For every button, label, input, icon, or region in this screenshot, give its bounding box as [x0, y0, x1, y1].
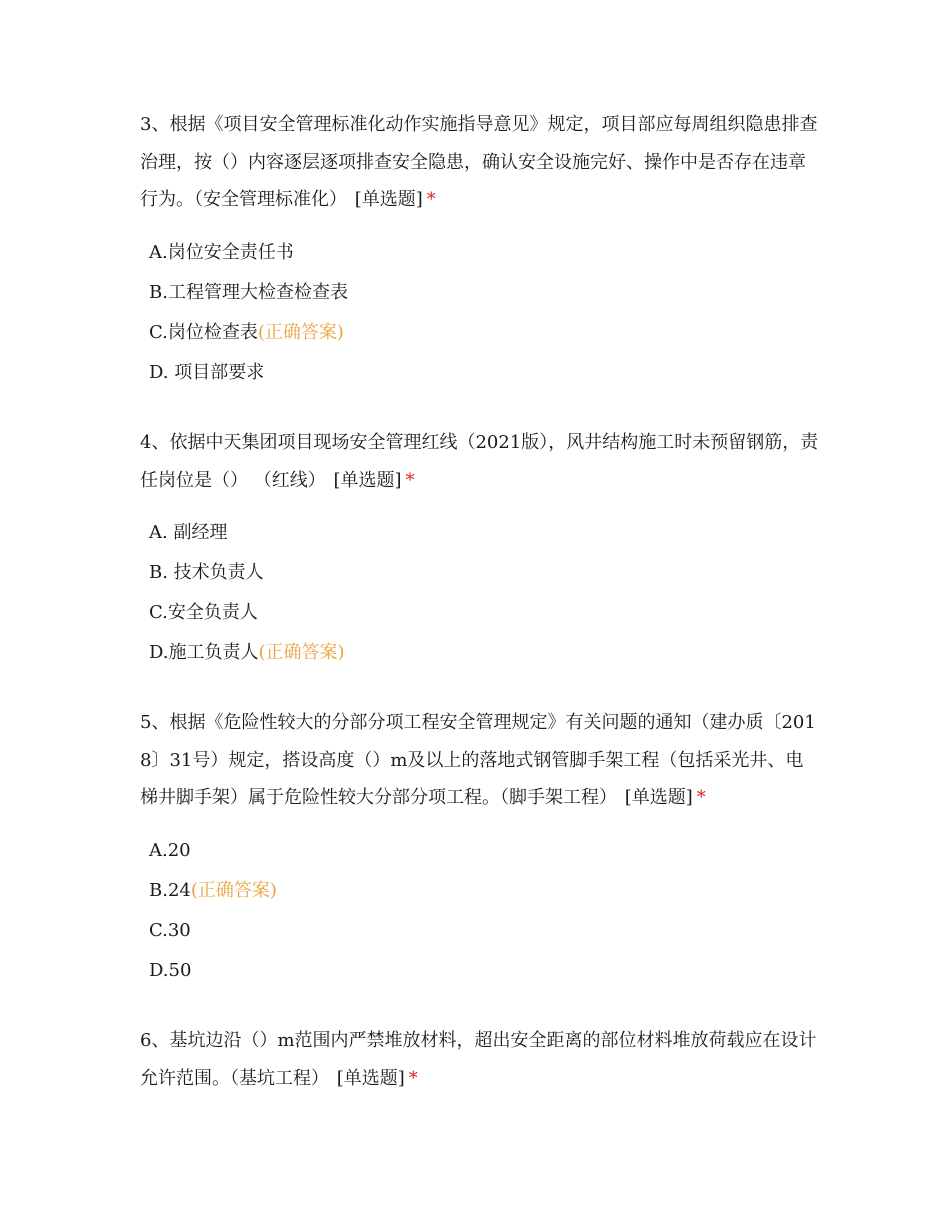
- option-text: B.工程管理大检查检查表: [149, 281, 348, 303]
- question-4-required-mark: *: [405, 469, 415, 491]
- question-5-option-d[interactable]: [149, 951, 820, 991]
- question-3-required-mark: *: [426, 189, 436, 210]
- question-5-options: [149, 831, 820, 991]
- question-3-option-c[interactable]: [149, 313, 820, 353]
- option-text: C.30: [149, 919, 191, 941]
- question-3: [140, 106, 820, 393]
- option-text: A.20: [149, 839, 191, 861]
- question-4-option-c[interactable]: [149, 593, 820, 633]
- question-4-text: 4、依据中天集团项目现场安全管理红线（2021版），风井结构施工时未预留钢筋，责任岗位是（） （红线）: [140, 432, 819, 491]
- question-5-text: 5、根据《危险性较大的分部分项工程安全管理规定》有关问题的通知（建办质〔2018〕31号）规定，搭设高度（）m及以上的落地式钢管脚手架工程（包括采光井、电梯井脚手架）属于危险性较大分部分项工程。（脚手架工程）: [140, 712, 816, 808]
- option-text: D.施工负责人: [149, 642, 259, 663]
- question-6-text: 6、基坑边沿（）m范围内严禁堆放材料，超出安全距离的部位材料堆放荷载应在设计允许范围。（基坑工程）: [140, 1030, 817, 1089]
- option-text: C.安全负责人: [149, 602, 258, 623]
- question-3-option-b[interactable]: [149, 273, 820, 313]
- question-4-option-b[interactable]: [149, 553, 820, 593]
- option-text: A. 副经理: [149, 522, 228, 543]
- question-4-type-tag: [单选题]: [333, 469, 402, 491]
- question-6-required-mark: *: [408, 1067, 418, 1089]
- question-4-options: [149, 513, 820, 673]
- option-text: B.24: [149, 879, 191, 901]
- question-3-text: 3、根据《项目安全管理标准化动作实施指导意见》规定，项目部应每周组织隐患排查治理，按（）内容逐层逐项排查安全隐患，确认安全设施完好、操作中是否存在违章行为。（安全管理标准化）: [140, 114, 818, 210]
- question-6-type-tag: [单选题]: [336, 1067, 405, 1089]
- question-4-option-a[interactable]: [149, 513, 820, 553]
- question-5: [140, 704, 820, 991]
- question-3-option-a[interactable]: [149, 233, 820, 273]
- question-5-stem: [140, 704, 820, 817]
- question-3-stem: [140, 106, 820, 219]
- option-text: D.50: [149, 959, 192, 981]
- question-4-stem: [140, 424, 820, 499]
- question-5-option-c[interactable]: [149, 911, 820, 951]
- question-3-type-tag: [单选题]: [354, 189, 423, 210]
- question-5-option-a[interactable]: [149, 831, 820, 871]
- option-text: C.岗位检查表: [149, 321, 258, 343]
- correct-answer-tag: (正确答案): [258, 642, 345, 663]
- question-5-required-mark: *: [696, 787, 706, 808]
- question-3-options: [149, 233, 820, 393]
- question-3-option-d[interactable]: [149, 353, 820, 393]
- correct-answer-tag: (正确答案): [257, 321, 344, 343]
- question-6: [140, 1022, 820, 1097]
- question-4-option-d[interactable]: [149, 633, 820, 673]
- question-5-type-tag: [单选题]: [624, 787, 693, 808]
- option-text: D. 项目部要求: [149, 361, 265, 383]
- correct-answer-tag: (正确答案): [190, 879, 277, 901]
- question-6-stem: [140, 1022, 820, 1097]
- option-text: B. 技术负责人: [149, 562, 264, 583]
- option-text: A.岗位安全责任书: [149, 241, 294, 263]
- question-5-option-b[interactable]: [149, 871, 820, 911]
- question-4: [140, 424, 820, 673]
